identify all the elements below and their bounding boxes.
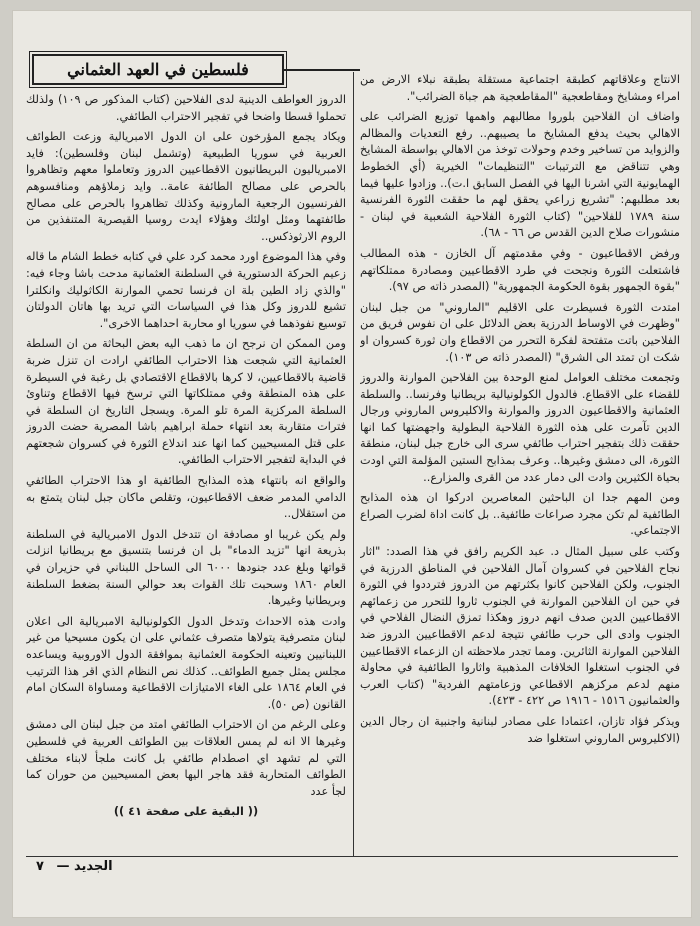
paragraph: ومن المهم جدا ان الباحثين المعاصرين ادركوا ان هذه المذابح الطائفية لم تكن مجرد صراعات طائفية.. بل كانت اداة لضرب الصراع الاجتماعي. xyxy=(360,491,680,538)
paragraph: ويذكر فؤاد تازان، اعتمادا على مصادر لبنانية واجنبية ان رجال الدين (الاكليروس الماروني استغلوا ضد xyxy=(360,714,680,745)
paragraph: الدروز العواطف الدينية لدى الفلاحين (كتاب المذكور ص ١٠٩) ولذلك تحملوا قسطا واضحا في تفجير الاحتراب الطائفي. xyxy=(26,93,346,123)
paragraph: وادت هذه الاحداث وتدخل الدول الكولونيالية الامبريالية الى اعلان لبنان متصرفية يتولاها متصرف عثماني على ان يكون مسيحيا من غير اللبنانيين وتعينه الحكومة العثمانية بموافقة الدول الاوروبية ويساعده مجلس يمثل جميع الطوائف.. كذلك نص النظام الذي اقر هذا الترتيب في العام ١٨٦٤ على الغاء الامتيازات الاقطاعية ومساواة السكان امام القانون (ص ٥٠). xyxy=(26,614,346,711)
publication-name: الجديد xyxy=(74,859,113,874)
paragraph: وعلى الرغم من ان الاحتراب الطائفي امتد من جبل لبنان الى دمشق وغيرها الا انه لم يمس العلاقات بين الطوائف العربية في فلسطين التي لم تشهد اي اصطدام طائفي بل كانت ملجأ لابناء مختلف الطوائف المتحاربة فقد هاجر اليها بعض المسيحيين من حوران كما لجأ عدد xyxy=(26,718,346,798)
column-divider xyxy=(353,72,354,857)
page-number: ٧ xyxy=(36,859,44,874)
paragraph: ويكاد يجمع المؤرخون على ان الدول الامبريالية وزعت الطوائف العربية في سوريا الطبيعية (وتشمل لبنان وفلسطين): فايد الامبرياليون البريطانيون الاقطاعيين الدروز وتعاملوا معهم وتظاهروا بالحرص على مصالح الطائفة عامة.. وايد زملاؤهم ومنافسوهم الفرنسيون الرجعية المارونية وكذلك تظاهروا بالحرص على مصالح طائفتهما ومثل اولئك وهؤلاء ايدت روسيا القيصرية المتنفذين من الروم الارثوذكس.. xyxy=(26,130,346,243)
paragraph: وفي هذا الموضوع اورد محمد كرد علي في كتابه خطط الشام ما قاله زعيم الحركة الدستورية في السلطنة العثمانية مدحت باشا وجاء فيه: "والذي زاد الطين بلة ان فرنسا تحمي الموارنة الكاثوليك وانكلترا تشيع للدروز وكل هذا في السياسات التي تريد بها هاتان الدولتان توسيع نفوذهما في سوريا او محاربة احداهما الاخرى". xyxy=(26,250,346,330)
article-title: فلسطين في العهد العثماني xyxy=(32,54,284,85)
paragraph: الانتاج وعلاقاتهم كطبقة اجتماعية مستقلة بطبقة نبلاء الارض من امراء ومشايخ ومقاطعجية "المقاطعجية هم جباة الضرائب". xyxy=(360,73,680,103)
paragraph: والواقع انه بانتهاء هذه المذابح الطائفية او هذا الاحتراب الطائفي الدامي المدمر ضعف الاقطاعيون، وتقلص ماكان جبل لبنان يتمتع به من استقلال.. xyxy=(26,474,346,521)
right-column xyxy=(360,72,680,857)
left-column xyxy=(26,92,346,852)
title-rule xyxy=(284,69,360,71)
page xyxy=(12,10,692,918)
continued-note: (( البقية على صفحة ٤١ )) xyxy=(113,805,259,819)
paragraph: وكتب على سبيل المثال د. عبد الكريم رافق في هذا الصدد: "اثار نجاح الفلاحين في كسروان آمال الفلاحين في المناطق الدرزية في الجنوب، ولكن الفلاحين كانوا بكثرتهم من الدروز فترددوا في الثورة في حين ان الفلاحين الموارنة في الجنوب ثاروا للتحرر من زعمائهم الاقطاعيين الدين صدف انهم دروز وهكذا تمزق النضال الفلاحي في الجنوب وادى الى حرب طائفي نتيجة لدعم الاقطاعيين الدروز ضد الفلاحين الموارنة الثائرين. ومما تجدر ملاحظته ان الزعماء الاقطاعيين في الجنوب استغلوا الخلافات المذهبية واثاروا الطائفية في محاولة منهم لدعم مركزهم الاقطاعي وزعامتهم الفردية" (كتاب العرب والعثمانيون ١٥١٦ - ١٩١٦ ص ٤٢٢ - ٤٢٣). xyxy=(360,545,680,708)
page-footer: الجديد — ٧ xyxy=(36,859,113,874)
paragraph: وتجمعت مختلف العوامل لمنع الوحدة بين الفلاحين الموارنة والدروز للقضاء على الاقطاع. فالدول الكولونيالية بريطانيا وفرنسا.. والسلطة العثمانية والاقطاعيون الدروز والموارنة والاكليروس الماروني ورجال الدين تآمرت على هذه الثورة الفلاحية البطولية واجهضتها كما انها حققت ذلك بتفجير احتراب طائفي سرى الى خارج جبل لبنان، منطقة الثورة، الى دمشق وغيرها.. وعرف بمذابح الستين المؤلمة التي اودت بحياة الكثيرين وادت الى دمار عدد من القرى والمزارع.. xyxy=(360,371,680,484)
paragraph: ومن الممكن ان نرجح ان ما ذهب اليه بعض البحاثة من ان السلطة العثمانية التي شجعت هذا الاحتراب الطائفي ارادت ان تنزل ضربة قاضية بالاقطاعيين، لا كرها بالاقطاع الاقتصادي بل رغبة في السيطرة على هذه المنطقة وفي ممتلكاتها التي ترسخ فيها الاقطاع وتناوئ السلطة المركزية المرة تلو المرة. ويسجل التاريخ ان السلطة في فترات متقاربة بعد انتهاء حملة ابراهيم باشا المصرية حضت الدروز على قتل المسيحيين كما انها عند اندلاع الثورة في كسروان شجعتهم في البداية لتفجير الاحتراب الطائفي. xyxy=(26,337,346,467)
paragraph: ولم يكن غريبا او مصادفة ان تتدخل الدول الامبريالية في السلطنة بذريعة انها "تزيد الدماء" بل ان فرنسا بتنسيق مع بريطانيا انزلت قواتها وبلغ عدد جنودها ٦٠٠٠ الى الساحل اللبناني في حزيران في العام ١٨٦٠ وسحبت تلك القوات بعد حوالي السنة بضغط السلطنة وبريطانيا وغيرها. xyxy=(26,527,346,608)
footer-rule xyxy=(26,856,678,857)
paragraph: امتدت الثورة فسيطرت على الاقليم "الماروني" من جبل لبنان "وظهرت في الاوساط الدرزية بعض الدلائل على ان نفوس فريق من الفلاحين باتت متفتحة لفكرة التحرر من الاقطاع وان ثورة كسروان او شكت ان تمتد الى الشرق" (المصدر ذاته ص ١٠٣). xyxy=(360,300,680,364)
paragraph: ورفض الاقطاعيون - وفي مقدمتهم آل الخازن - هذه المطالب فاشتعلت الثورة ونجحت في طرد الاقطاعيين ومصادرة ممتلكاتهم "بقوة الجمهور بقوة الحكومة الجمهورية" (المصدر ذاته ص ٩٧). xyxy=(360,246,680,294)
paragraph: واضاف ان الفلاحين بلوروا مطالبهم واهمها توزيع الضرائب على الاهالي بحيث يدفع المشايخ ما يصيبهم.. رفع التعديات والمظالم والزوايد من تساخير وخدم وحولات توخذ من الاهالي بواسطة المشايخ وهي تتناقض مع الترتيبات "التنظيمات" الخيرية (أي الخطوط الهمايونية التي اشرنا اليها في الفصل السابق ا.ت).. وزادوا عليها فيما بعد مطلبهم: "تشريع زراعي يحقق لهم ما حققت الثورة الفرنسية سنة ١٧٨٩ للفلاحين" (كتاب الثورة الفلاحية الشعبية في لبنان - منشورات صلاح الدين القدس ص ٦٦ - ٦٨). xyxy=(360,110,680,240)
